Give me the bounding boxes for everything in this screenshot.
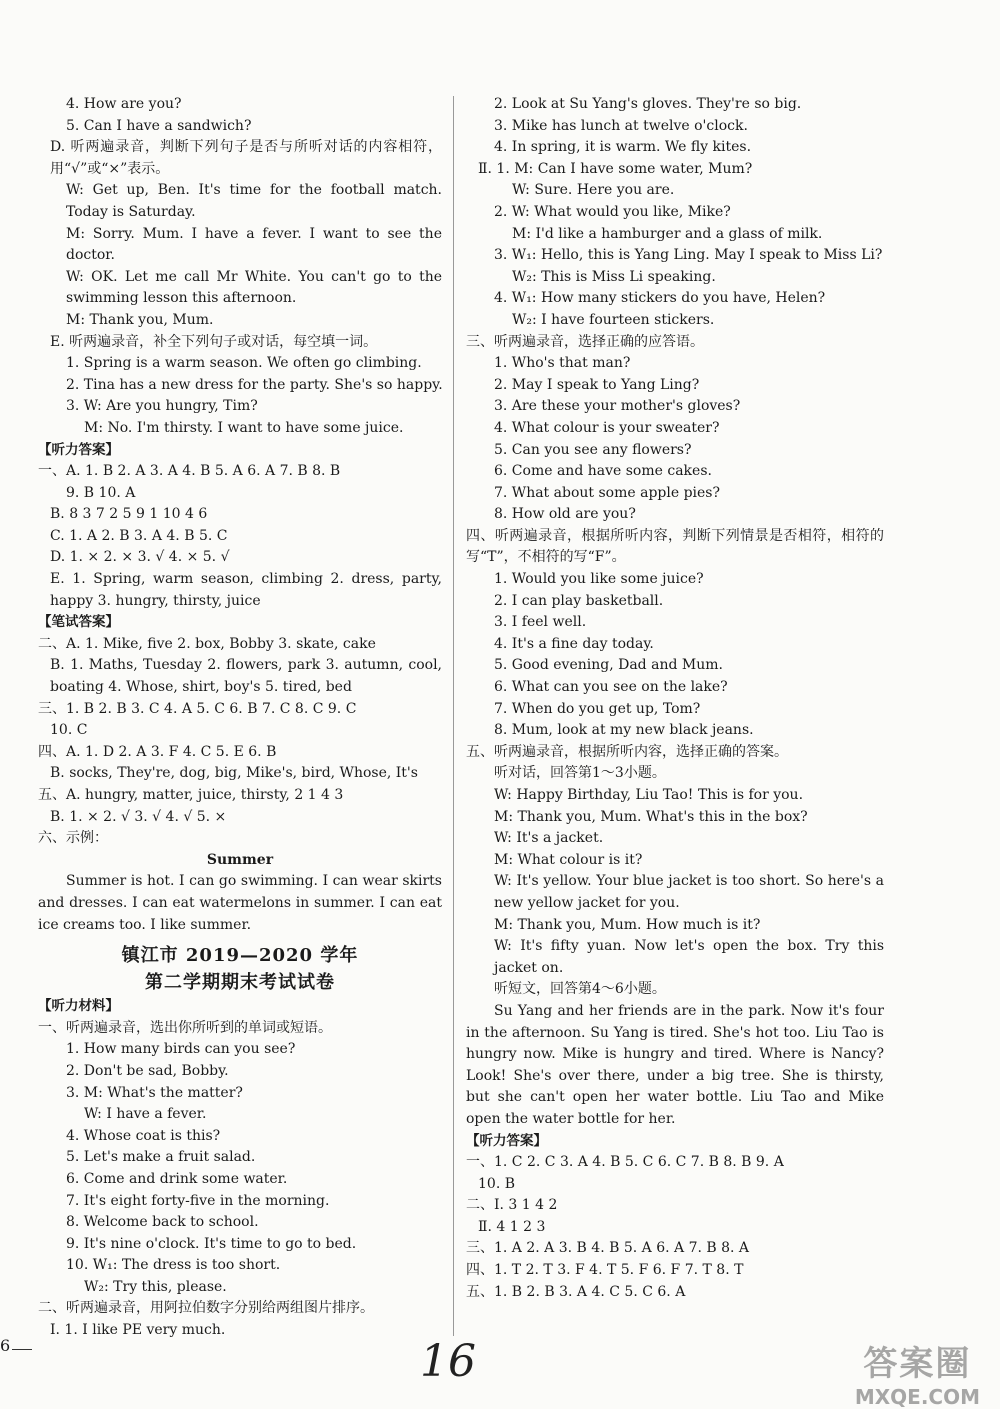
text-line: D. 听两遍录音，判断下列句子是否与所听对话的内容相符，用“√”或“×”表示。 <box>50 139 442 177</box>
page-number-dash <box>12 1349 32 1350</box>
text-line: W: It's a jacket. <box>494 830 604 847</box>
text-line: 三、1. B 2. B 3. C 4. A 5. C 6. B 7. C 8. C 9. C <box>38 700 357 717</box>
text-line: C. 1. A 2. B 3. A 4. B 5. C <box>50 527 228 544</box>
text-line: 五、听两遍录音，根据所听内容，选择正确的答案。 <box>466 743 788 760</box>
text-line: 8. Mum, look at my new black jeans. <box>494 722 754 739</box>
text-line: 2. Don't be sad, Bobby. <box>66 1062 229 1079</box>
text-line: M: Thank you, Mum. What's this in the box? <box>494 808 808 825</box>
text-line: 【听力答案】 <box>466 1132 547 1149</box>
right-section-answers <box>466 1131 884 1304</box>
text-line: 4. It's a fine day today. <box>494 635 654 652</box>
text-line: 2. May I speak to Yang Ling? <box>494 376 700 393</box>
text-line: 四、听两遍录音，根据所听内容，判断下列情景是否相符，相符的写“T”，不相符的写“F”。 <box>466 527 884 566</box>
watermark-bottom: MXQE.COM <box>854 1385 980 1409</box>
text-line: W: Sure. Here you are. <box>512 182 675 199</box>
text-line: 2. I can play basketball. <box>494 592 664 609</box>
text-line: W: Get up, Ben. It's time for the football match. Today is Saturday. <box>66 182 442 220</box>
text-line: 5. Let's make a fruit salad. <box>66 1149 256 1166</box>
text-line: Ⅰ. 1. I like PE very much. <box>50 1322 226 1339</box>
text-line: 6. Come and have some cakes. <box>494 463 712 480</box>
text-line: 四、A. 1. D 2. A 3. F 4. C 5. E 6. B <box>38 743 277 760</box>
text-line: M: Thank you, Mum. <box>66 311 214 328</box>
exam-title-line2: 第二学期期末考试试卷 <box>145 972 335 994</box>
text-line: 三、1. A 2. A 3. B 4. B 5. A 6. A 7. B 8. A <box>466 1240 750 1257</box>
text-line: M: Thank you, Mum. How much is it? <box>494 916 761 933</box>
text-line: 2. Tina has a new dress for the party. She's so happy. <box>66 376 443 393</box>
text-line: 一、听两遍录音，选出你所听到的单词或短语。 <box>38 1019 332 1036</box>
essay-body: Summer is hot. I can go swimming. I can wear skirts and dresses. I can eat watermelons in summer. I can eat ice creams too. I like summer. <box>38 873 442 933</box>
essay-title: Summer <box>206 851 274 868</box>
text-line: 六、示例： <box>38 830 108 847</box>
text-line: M: No. I'm thirsty. I want to have some juice. <box>84 419 404 436</box>
text-line: 4. In spring, it is warm. We fly kites. <box>494 139 752 156</box>
text-line: D. 1. × 2. × 3. √ 4. × 5. √ <box>50 549 230 566</box>
text-line: 五、A. hungry, matter, juice, thirsty, 2 1 4 3 <box>38 787 344 803</box>
text-line: W: It's fifty yuan. Now let's open the box. Try this jacket on. <box>494 938 884 976</box>
text-line: 4. How are you? <box>66 96 182 112</box>
left-section-listening <box>38 996 442 1342</box>
page-number: 6 <box>0 1336 11 1355</box>
text-line: 2. W: What would you like, Mike? <box>494 203 731 220</box>
text-line: B. 8 3 7 2 5 9 1 10 4 6 <box>50 506 208 523</box>
text-line: 3. M: What's the matter? <box>66 1084 243 1101</box>
text-line: 3. I feel well. <box>494 614 587 631</box>
text-line: 9. It's nine o'clock. It's time to go to bed. <box>66 1235 357 1252</box>
text-line: 3. W: Are you hungry, Tim? <box>66 398 258 415</box>
text-line: 一、A. 1. B 2. A 3. A 4. B 5. A 6. A 7. B 8. B <box>38 463 341 480</box>
text-line: 6. Come and drink some water. <box>66 1170 288 1187</box>
text-line: B. 1. × 2. √ 3. √ 4. √ 5. × <box>50 808 227 825</box>
text-line: B. socks, They're, dog, big, Mike's, bird, Whose, It's <box>50 765 418 782</box>
text-line: M: What colour is it? <box>494 851 643 868</box>
text-line: 4. W₁: How many stickers do you have, Helen? <box>494 290 826 307</box>
exam-title-line1: 镇江市 2019—2020 学年 <box>121 945 359 967</box>
text-line: 10. W₁: The dress is too short. <box>66 1257 281 1274</box>
text-line: 1. Would you like some juice? <box>494 571 704 588</box>
text-line: 6. What can you see on the lake? <box>494 679 728 696</box>
text-line: Ⅱ. 4 1 2 3 <box>478 1218 546 1235</box>
text-line: 3. Are these your mother's gloves? <box>494 398 741 415</box>
text-line: 5. Good evening, Dad and Mum. <box>494 657 723 674</box>
text-line: M: Sorry. Mum. I have a fever. I want to see the doctor. <box>66 225 442 264</box>
text-line: W: It's yellow. Your blue jacket is too short. So here's a new yellow jacket for you. <box>494 873 884 911</box>
text-line: 7. What about some apple pies? <box>494 484 720 501</box>
text-line: 1. How many birds can you see? <box>66 1041 296 1058</box>
column-divider <box>453 96 454 1336</box>
text-line: 四、1. T 2. T 3. F 4. T 5. F 6. F 7. T 8. T <box>466 1262 744 1279</box>
text-line: 10. C <box>50 722 88 739</box>
text-line: 8. Welcome back to school. <box>66 1214 259 1231</box>
text-line: 三、听两遍录音，选择正确的应答语。 <box>466 333 704 350</box>
text-line: 5. Can you see any flowers? <box>494 441 692 458</box>
text-line: 3. Mike has lunch at twelve o'clock. <box>494 117 748 134</box>
text-line: 1. Who's that man? <box>494 355 631 372</box>
text-line: W₂: This is Miss Li speaking. <box>512 268 716 285</box>
text-line: M: I'd like a hamburger and a glass of milk. <box>512 225 823 242</box>
text-line: 【听力材料】 <box>38 998 119 1015</box>
text-line: 二、Ⅰ. 3 1 4 2 <box>466 1197 558 1214</box>
text-line: Ⅱ. 1. M: Can I have some water, Mum? <box>478 160 753 177</box>
text-line: 【笔试答案】 <box>38 614 119 631</box>
text-line: 1. Spring is a warm season. We often go climbing. <box>66 355 422 372</box>
text-line: E. 1. Spring, warm season, climbing 2. dress, party, happy 3. hungry, thirsty, juice <box>50 571 442 609</box>
text-line: 10. B <box>478 1175 516 1192</box>
watermark-logo <box>855 1336 980 1409</box>
text-line: 一、1. C 2. C 3. A 4. B 5. C 6. C 7. B 8. B 9. A <box>466 1154 784 1171</box>
text-line: 【听力答案】 <box>38 441 119 458</box>
text-line: W₂: Try this, please. <box>84 1278 227 1295</box>
text-line: 听对话，回答第1～3小题。 <box>494 765 666 782</box>
text-line: W: OK. Let me call Mr White. You can't go to the swimming lesson this afternoon. <box>66 268 442 307</box>
right-column <box>466 94 884 1303</box>
text-line: 5. Can I have a sandwich? <box>66 117 252 134</box>
text-line: 9. B 10. A <box>66 484 136 501</box>
text-line: W: Happy Birthday, Liu Tao! This is for you. <box>494 787 804 803</box>
right-section-listening <box>466 94 884 1001</box>
left-column <box>38 94 442 1342</box>
text-line: 8. How old are you? <box>494 506 636 523</box>
text-line: 二、听两遍录音，用阿拉伯数字分别给两组图片排序。 <box>38 1300 374 1317</box>
text-line: 4. Whose coat is this? <box>66 1127 221 1144</box>
text-line: 2. Look at Su Yang's gloves. They're so big. <box>494 96 802 112</box>
watermark-top: 答案圈 <box>863 1344 972 1384</box>
text-line: 二、A. 1. Mike, five 2. box, Bobby 3. skate, cake <box>38 635 376 652</box>
text-line: W₂: I have fourteen stickers. <box>512 311 715 328</box>
reading-passage: Su Yang and her friends are in the park. Now it's four in the afternoon. Su Yang is tired. She's hot too. Liu Tao is hungry now. Mike is hungry and tired. Where is Nancy? Look! She's over there, under a big tree. She is thirsty, but she can't open her water bottle. Liu Tao and Mike open the water bottle for her. <box>466 1002 884 1127</box>
text-line: B. 1. Maths, Tuesday 2. flowers, park 3. autumn, cool, boating 4. Whose, shirt, boy's 5. tired, bed <box>50 657 442 696</box>
left-section-answers <box>38 94 442 850</box>
text-line: 7. It's eight forty-five in the morning. <box>66 1192 330 1209</box>
handwritten-number: 16 <box>420 1336 476 1387</box>
text-line: 4. What colour is your sweater? <box>494 419 720 436</box>
text-line: 7. When do you get up, Tom? <box>494 700 701 717</box>
text-line: E. 听两遍录音，补全下列句子或对话，每空填一词。 <box>50 333 378 350</box>
text-line: 听短文，回答第4～6小题。 <box>494 981 666 998</box>
text-line: 3. W₁: Hello, this is Yang Ling. May I speak to Miss Li? <box>494 247 883 264</box>
text-line: 五、1. B 2. B 3. A 4. C 5. C 6. A <box>466 1283 686 1300</box>
text-line: W: I have a fever. <box>84 1106 207 1123</box>
